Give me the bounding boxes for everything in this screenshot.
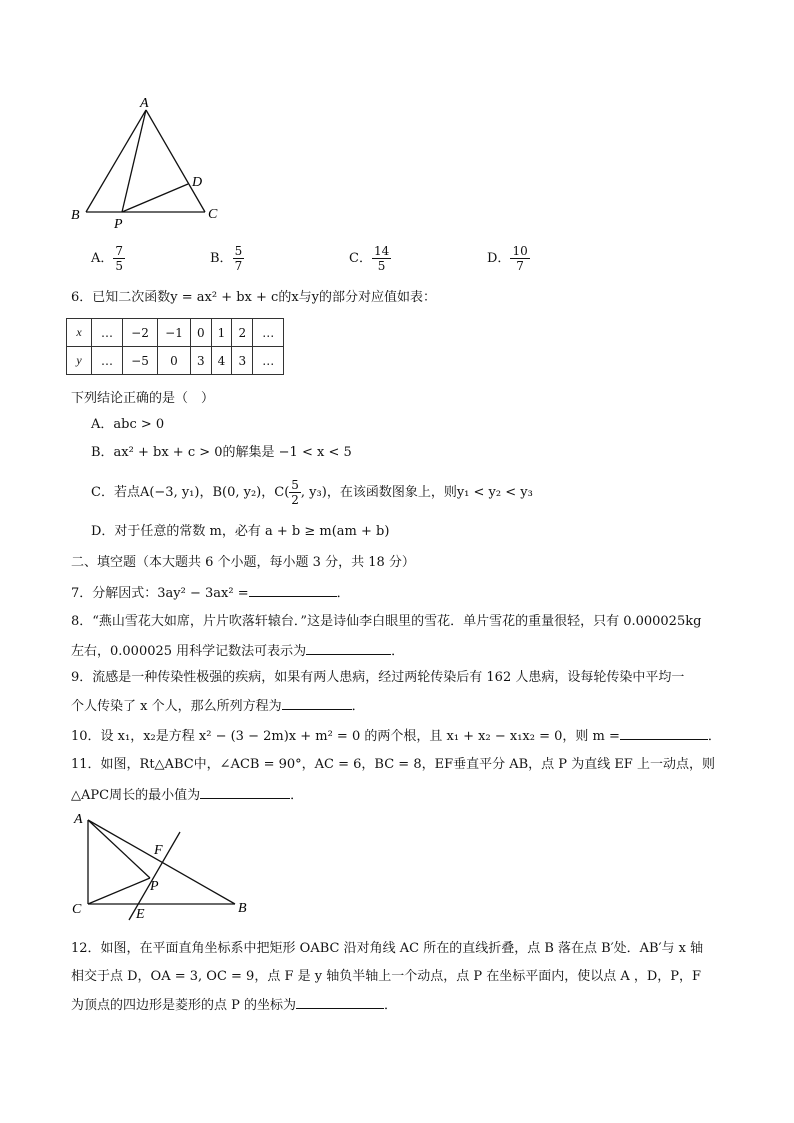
q9-line1: 9．流感是一种传染性极强的疾病，如果有两人患病，经过两轮传染后有 162 人患病，设每轮传染中平均一 — [71, 670, 685, 685]
q6-value-table — [66, 318, 284, 375]
table-cell: 3 — [232, 347, 253, 375]
answer-blank[interactable] — [282, 695, 352, 710]
q7-text: 7．分解因式：3ay² − 3ax² = ． — [71, 582, 350, 604]
table-cell: 1 — [211, 319, 232, 347]
label-c: C — [72, 902, 82, 917]
right-triangle-figure-q11 — [68, 808, 258, 924]
answer-blank[interactable] — [620, 725, 708, 740]
table-cell: 2 — [232, 319, 253, 347]
q8-line1: 8．“燕山雪花大如席，片片吹落轩辕台．”这是诗仙李白眼里的雪花．单片雪花的重量很轻，只有 0.000025kg — [71, 614, 702, 629]
triangle-figure-q5 — [60, 92, 230, 232]
label-b: B — [238, 901, 247, 916]
table-cell: −2 — [123, 319, 158, 347]
q8-line2: 左右，0.000025 用科学记数法可表示为 ． — [71, 640, 404, 662]
table-cell: … — [253, 319, 284, 347]
q5-option-c[interactable]: C． $\frac{14}{5}$ — [349, 244, 390, 273]
table-row — [67, 319, 284, 347]
table-cell: −1 — [158, 319, 191, 347]
q6-option-c[interactable]: C．若点A(−3, y₁)，B(0, y₂)，C( $\frac{5}{2}$ , y₃)，在该函数图象上，则y₁ < y₂ < y₃ — [91, 478, 533, 507]
q10-text: 10．设 x₁，x₂是方程 x² − (3 − 2m)x + m² = 0 的两个根，且 x₁ + x₂ − x₁x₂ = 0，则 m = ． — [71, 725, 721, 747]
answer-blank[interactable] — [296, 994, 384, 1009]
label-f: F — [154, 843, 163, 858]
q12-line3: 为顶点的四边形是菱形的点 P 的坐标为 ． — [71, 994, 397, 1016]
q12-line1: 12．如图，在平面直角坐标系中把矩形 OABC 沿对角线 AC 所在的直线折叠，点 B 落在点 B′处．AB′与 x 轴 — [71, 941, 704, 956]
answer-blank[interactable] — [249, 582, 337, 597]
answer-blank[interactable] — [306, 640, 391, 655]
label-b: B — [71, 208, 80, 223]
q11-line2: △APC周长的最小值为 ． — [71, 784, 303, 806]
q12-line2: 相交于点 D，OA = 3, OC = 9，点 F 是 y 轴负半轴上一个动点，点 P 在坐标平面内，使以点 A ，D，P，F — [71, 969, 702, 984]
table-cell: 4 — [211, 347, 232, 375]
q6-option-b[interactable]: B．ax² + bx + c > 0的解集是 −1 < x < 5 — [91, 445, 352, 460]
label-c: C — [208, 207, 218, 222]
q11-line1: 11．如图，Rt△ABC中，∠ACB = 90°，AC = 6，BC = 8，EF垂直平分 AB，点 P 为直线 EF 上一动点，则 — [71, 757, 715, 772]
table-cell: 0 — [158, 347, 191, 375]
q5-option-b[interactable]: B． $\frac{5}{7}$ — [210, 244, 243, 273]
label-p: P — [150, 879, 159, 894]
q9-line2: 个人传染了 x 个人，那么所列方程为 ． — [71, 695, 365, 717]
table-cell: … — [92, 347, 123, 375]
table-row — [67, 347, 284, 375]
table-cell: 0 — [191, 319, 212, 347]
label-e: E — [136, 907, 145, 922]
q6-stem: 6．已知二次函数y = ax² + bx + c的x与y的部分对应值如表： — [71, 290, 436, 305]
table-cell: … — [92, 319, 123, 347]
table-cell: −5 — [123, 347, 158, 375]
q5-option-a[interactable]: A． $\frac{7}{5}$ — [91, 244, 124, 273]
label-d: D — [192, 175, 203, 190]
label-p: P — [114, 217, 123, 232]
section-heading: 二、填空题（本大题共 6 个小题，每小题 3 分，共 18 分） — [71, 555, 415, 570]
label-a: A — [140, 96, 149, 111]
answer-blank[interactable] — [200, 784, 290, 799]
table-cell: x — [67, 319, 92, 347]
label-a: A — [74, 812, 83, 827]
q6-question: 下列结论正确的是（ ） — [71, 391, 215, 406]
q6-option-d[interactable]: D．对于任意的常数 m，必有 a + b ≥ m(am + b) — [91, 524, 390, 539]
q6-option-a[interactable]: A．abc > 0 — [91, 417, 165, 432]
table-cell: y — [67, 347, 92, 375]
table-cell: 3 — [191, 347, 212, 375]
q5-option-d[interactable]: D． $\frac{10}{7}$ — [487, 244, 528, 273]
table-cell: … — [253, 347, 284, 375]
